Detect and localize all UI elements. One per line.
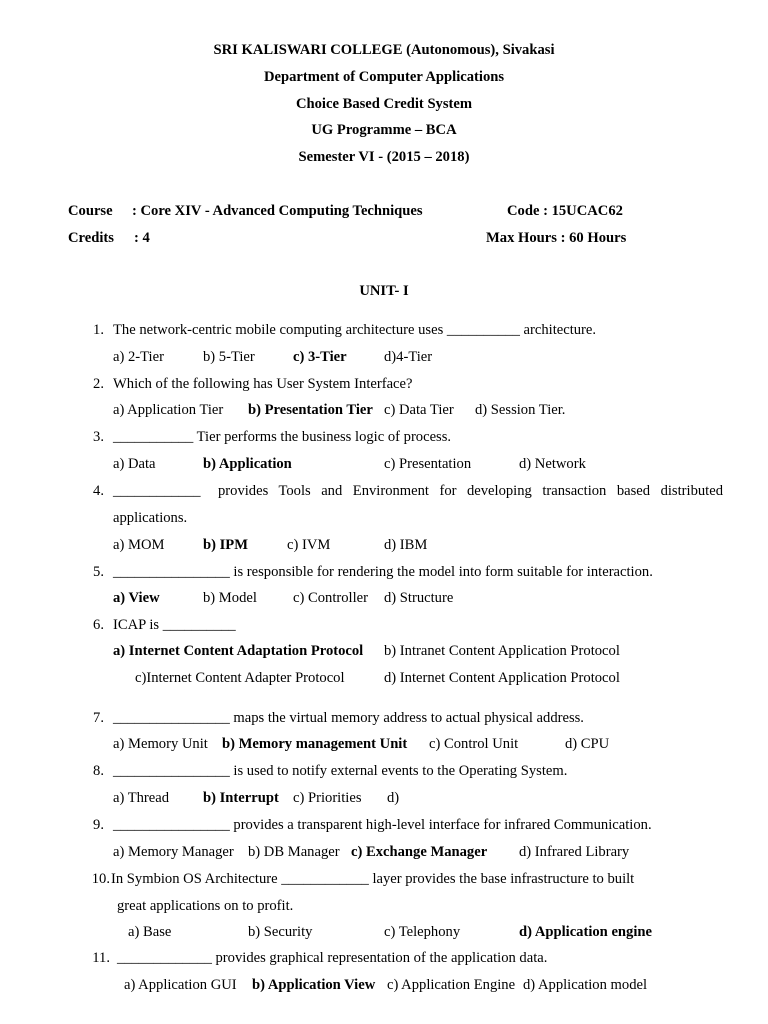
question-text-continued: applications. [113, 510, 188, 526]
question-number: 9. [93, 817, 104, 833]
question-text: _____________ provides graphical representation of the application data. [117, 950, 548, 966]
option-a: a) Application GUI [124, 977, 237, 993]
question-text: ________________ provides a transparent high-level interface for infrared Communication. [113, 817, 652, 833]
option-c: c) Presentation [384, 456, 472, 472]
option-d: d) IBM [384, 537, 428, 553]
option-d: d)4-Tier [384, 349, 433, 365]
question-text: In Symbion OS Architecture ____________ layer provides the base infrastructure to built [111, 871, 635, 887]
college-name: SRI KALISWARI COLLEGE (Autonomous), Sivakasi [213, 42, 555, 58]
option-b: b) DB Manager [248, 844, 340, 860]
question-number: 10. [91, 871, 110, 887]
question-number: 11. [92, 950, 110, 966]
option-a: a) Memory Manager [113, 844, 234, 860]
max-hours: Max Hours : 60 Hours [486, 230, 627, 246]
option-a: a) Application Tier [113, 402, 224, 418]
option-c: c) Priorities [293, 790, 362, 806]
option-a: a) Memory Unit [113, 736, 208, 752]
option-a: a) MOM [113, 537, 165, 553]
question-text: The network-centric mobile computing architecture uses __________ architecture. [113, 322, 597, 338]
option-d: d) [387, 790, 400, 806]
course-label: Course [68, 203, 113, 219]
credits-label: Credits [68, 230, 114, 246]
option-d-answer: d) Application engine [519, 924, 652, 940]
question-text: ________________ is responsible for rendering the model into form suitable for interaction. [113, 564, 653, 580]
question-number: 2. [93, 376, 104, 392]
option-d: d) Application model [523, 977, 648, 993]
question-number: 8. [93, 763, 104, 779]
question-number: 4. [93, 483, 104, 499]
programme: UG Programme – BCA [311, 122, 457, 138]
option-b-answer: b) Application View [252, 977, 376, 993]
option-c: c) Application Engine [387, 977, 516, 993]
unit-title: UNIT- I [359, 283, 409, 299]
option-b: b) Security [248, 924, 313, 940]
question-text-continued: great applications on to profit. [117, 898, 294, 914]
credits-value: : 4 [134, 230, 150, 246]
option-d: d) CPU [565, 736, 610, 752]
option-c: c) IVM [287, 537, 331, 553]
semester: Semester VI - (2015 – 2018) [298, 149, 470, 165]
option-c-answer: c) 3-Tier [293, 349, 347, 365]
option-a-answer: a) View [113, 590, 160, 606]
option-b: b) 5-Tier [203, 349, 255, 365]
question-number: 1. [93, 322, 104, 338]
option-a: a) Thread [113, 790, 170, 806]
option-b-answer: b) Memory management Unit [222, 736, 408, 752]
question-number: 7. [93, 710, 104, 726]
option-a-answer: a) Internet Content Adaptation Protocol [113, 643, 364, 659]
option-d: d) Network [519, 456, 586, 472]
question-number: 5. [93, 564, 104, 580]
option-b: b) Intranet Content Application Protocol [384, 643, 620, 659]
department-name: Department of Computer Applications [263, 69, 505, 85]
question-number: 6. [93, 617, 104, 633]
question-text: ________________ is used to notify external events to the Operating System. [113, 763, 568, 779]
option-c: c)Internet Content Adapter Protocol [135, 670, 345, 686]
option-d: d) Internet Content Application Protocol [384, 670, 620, 686]
option-a: a) Base [128, 924, 172, 940]
credit-system: Choice Based Credit System [295, 96, 473, 112]
option-d: d) Structure [384, 590, 454, 606]
question-text: ________________ maps the virtual memory address to actual physical address. [113, 710, 584, 726]
option-b-answer: b) Presentation Tier [248, 402, 373, 418]
question-text: provides Tools and Environment for developing transaction based distributed [218, 483, 723, 499]
option-d: d) Infrared Library [519, 844, 630, 860]
option-c: c) Controller [293, 590, 368, 606]
question-text: Which of the following has User System Interface? [113, 376, 413, 392]
option-a: a) Data [113, 456, 156, 472]
question-blank: ____________ [113, 483, 201, 499]
option-c-answer: c) Exchange Manager [351, 844, 488, 860]
option-b-answer: b) IPM [203, 537, 248, 553]
option-a: a) 2-Tier [113, 349, 164, 365]
option-c: c) Control Unit [429, 736, 519, 752]
option-b-answer: b) Interrupt [203, 790, 279, 806]
option-c: c) Telephony [384, 924, 461, 940]
option-c: c) Data Tier [384, 402, 454, 418]
question-number: 3. [93, 429, 104, 445]
option-b: b) Model [203, 590, 257, 606]
question-text: ICAP is __________ [113, 617, 236, 633]
course-value: : Core XIV - Advanced Computing Techniques [132, 203, 423, 219]
option-b-answer: b) Application [203, 456, 292, 472]
course-code: Code : 15UCAC62 [507, 203, 623, 219]
option-d: d) Session Tier. [475, 402, 566, 418]
question-text: ___________ Tier performs the business logic of process. [113, 429, 452, 445]
